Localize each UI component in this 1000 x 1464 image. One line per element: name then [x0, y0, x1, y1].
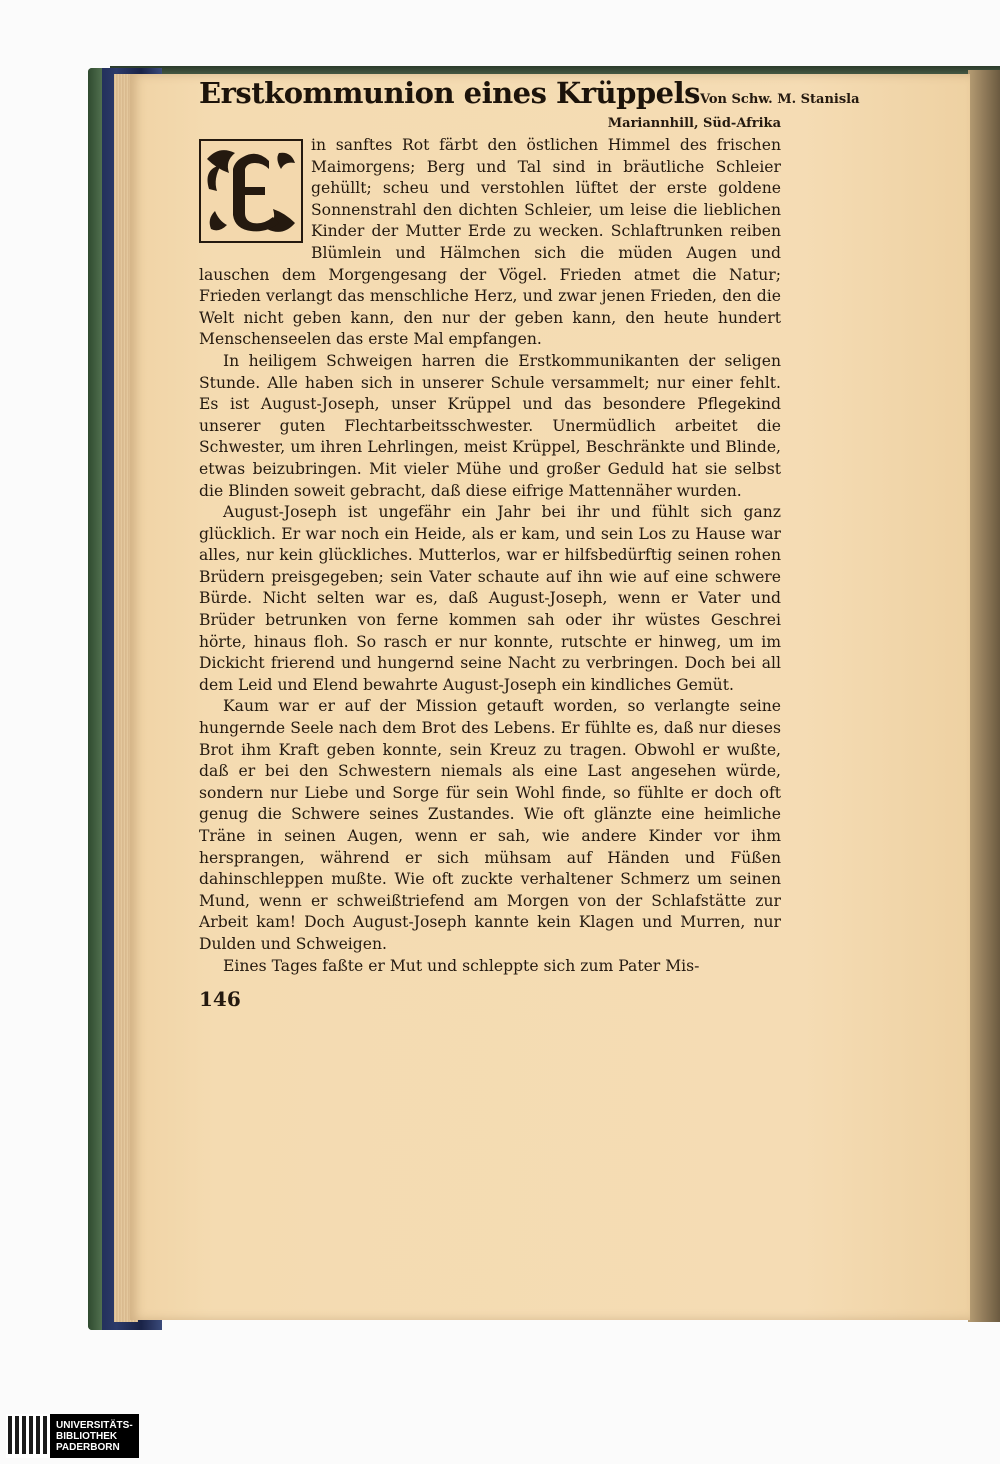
title-row	[199, 76, 860, 110]
page-text-block	[199, 76, 860, 1012]
page-number: 146	[199, 987, 241, 1012]
paragraph: In heiligem Schweigen harren die Erstkommunikanten der seligen Stunde. Alle haben sich in unserer Schule versammelt; nur einer fehlt. Es ist August-Joseph, unser Krüppel und das besondere Pflegekind unserer guten Flechtarbeitsschwester. Unermüdlich arbeitet die Schwester, um ihren Lehrlingen, meist Krüppel, Beschränkte und Blinde, etwas beizubringen. Mit vieler Mühe und großer Geduld hat sie selbst die Blinden soweit gebracht, daß diese eifrige Mattennäher wurden.	[199, 351, 781, 500]
paragraph: in sanftes Rot färbt den östlichen Himmel des frischen Maimorgens; Berg und Tal sind in bräutliche Schleier gehüllt; scheu und verstohlen lüftet der erste goldene Sonnenstrahl den dichten Schleier, um leise die lieblichen Kinder der Mutter Erde zu wecken. Schlaftrunken reiben Blümlein und Hälmchen sich die müden Augen und lauschen dem Morgengesang der Vögel. Frieden atmet die Natur; Frieden verlangt das menschliche Herz, und zwar jenen Frieden, den die Welt nicht geben kann, den nur der geben kann, den heute hundert Menschenseelen das erste Mal empfangen.	[199, 136, 781, 349]
article-byline: Von Schw. M. Stanisla	[699, 92, 860, 107]
article-body	[199, 135, 781, 977]
article-byline-location: Mariannhill, Süd-Afrika	[607, 116, 781, 131]
ornamental-initial-e-icon	[199, 139, 303, 243]
library-name-line3: PADERBORN	[56, 1441, 120, 1453]
library-logo	[6, 1414, 139, 1458]
library-name-line2: BIBLIOTHEK	[56, 1430, 118, 1442]
library-logo-mark-icon	[6, 1414, 50, 1458]
library-name-line1: UNIVERSITÄTS-	[56, 1419, 133, 1431]
article-title: Erstkommunion eines Krüppels	[199, 76, 700, 110]
paragraph: Eines Tages faßte er Mut und schleppte sich zum Pater Mis-	[223, 956, 700, 975]
paragraph: August-Joseph ist ungefähr ein Jahr bei ihr und fühlt sich ganz glücklich. Er war noch ein Heide, als er kam, und sein Los zu Hause war alles, nur kein glückliches. Mutterlos, war er hilfsbedürftig seinen rohen Brüdern preisgegeben; sein Vater schaute auf ihn wie auf eine schwere Bürde. Nicht selten war es, daß August-Joseph, wenn er Vater und Brüder betrunken von ferne kommen sah oder ihr wüstes Geschrei hörte, hinaus floh. So rasch er nur konnte, rutschte er hinweg, um im Dickicht frierend und hungernd seine Nacht zu verbringen. Doch bei all dem Leid und Elend bewahrte August-Joseph ein kindliches Gemüt.	[199, 503, 781, 694]
book-cover-edge	[88, 68, 102, 1330]
library-logo-text	[50, 1414, 139, 1458]
facing-page-edge	[968, 70, 1000, 1322]
paragraph: Kaum war er auf der Mission getauft worden, so verlangte seine hungernde Seele nach dem Brot des Lebens. Er fühlte es, daß nur dieses Brot ihm Kraft geben konnte, sein Kreuz zu tragen. Obwohl er wußte, daß er bei den Schwestern niemals als eine Last angesehen würde, sondern nur Liebe und Sorge für sein Wohl finde, so fühlte er doch oft genug die Schwere seines Zustandes. Wie oft glänzte eine heimliche Träne in seinen Augen, wenn er sah, wie andere Kinder vor ihm hersprangen, während er sich mühsam auf Händen und Füßen dahinschleppen mußte. Wie oft zuckte verhaltener Schmerz um seinen Mund, wenn er schweißtriefend am Morgen von der Schlafstätte zur Arbeit kam! Doch August-Joseph kannte kein Klagen und Murren, nur Dulden und Schweigen.	[199, 697, 781, 953]
